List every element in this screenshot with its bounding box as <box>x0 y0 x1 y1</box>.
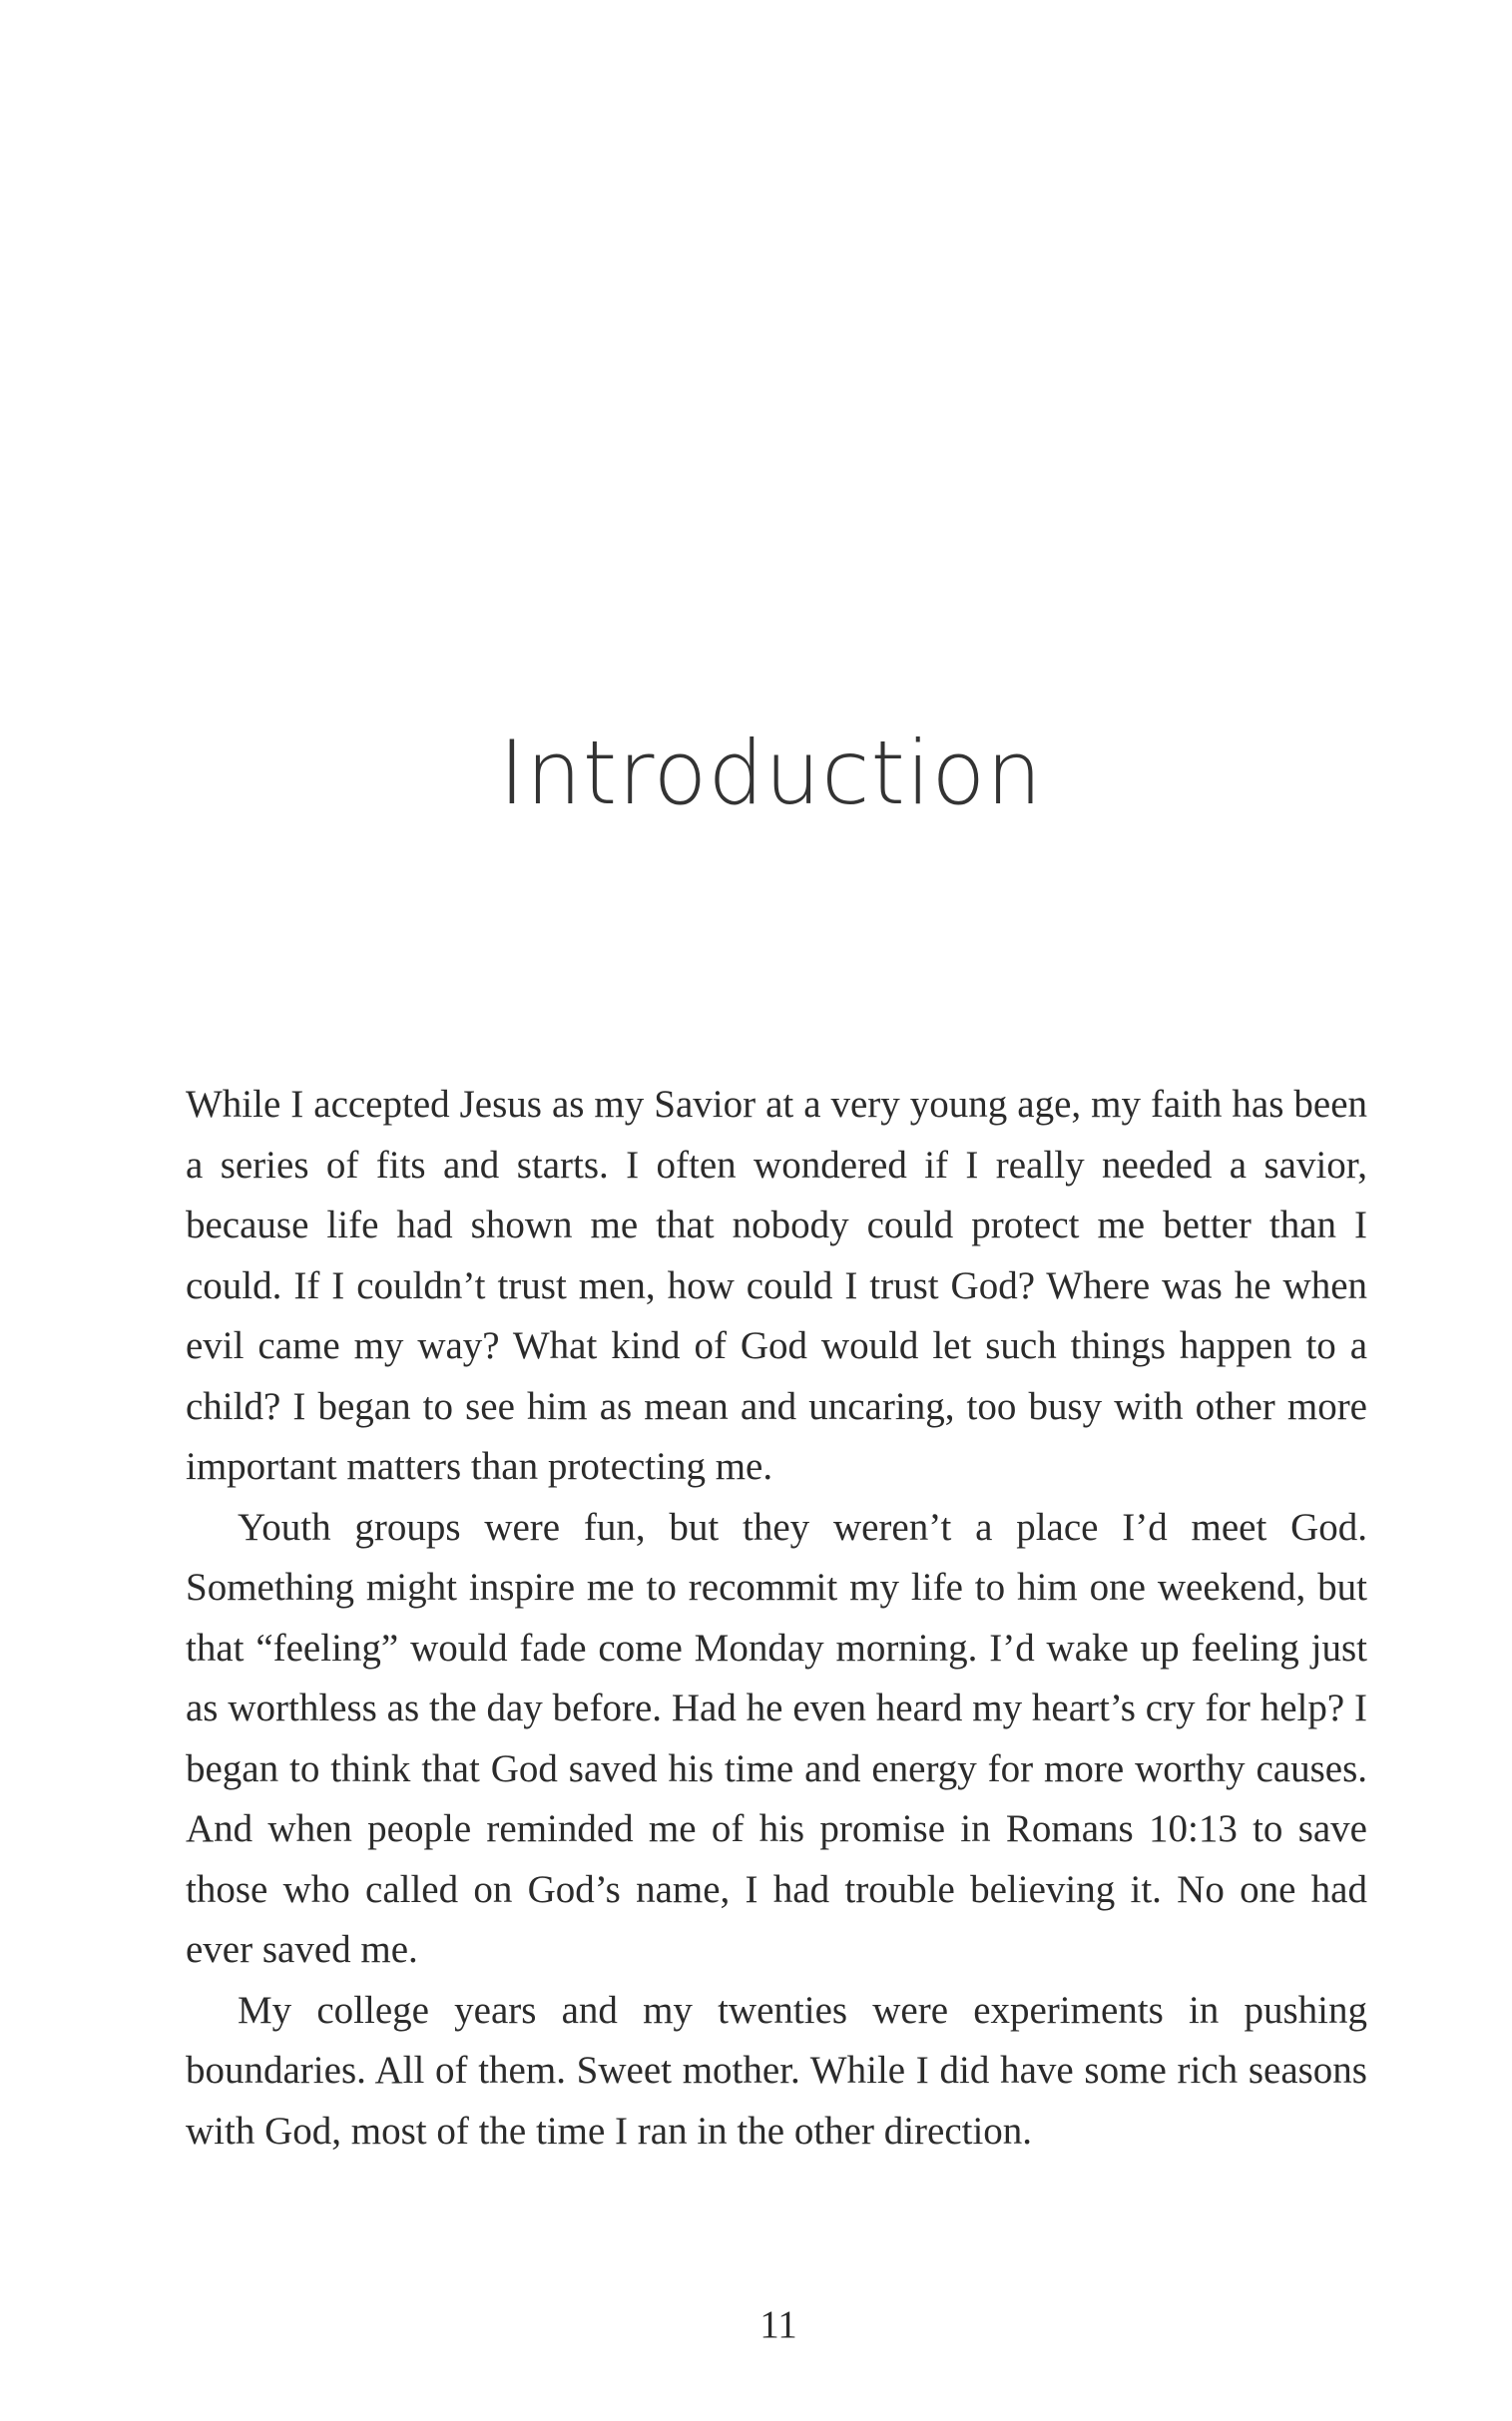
page-number: 11 <box>759 2303 797 2346</box>
paragraph-1: While I accepted Jesus as my Savior at a very young age, my faith has been a series of fits and starts. I often wondered if I really needed a savior, because life had shown me that nobody could protect me better than I could. If I couldn’t trust men, how could I trust God? Where was he when evil came my way? What kind of God would let such things happen to a child? I began to see him as mean and uncaring, too busy with other more important matters than protecting me. <box>186 1083 1367 1488</box>
chapter-title: Introduction <box>499 722 1043 824</box>
paragraph-3: My college years and my twenties were experiments in pushing boundaries. All of them. Sweet mother. While I did have some rich seasons with God, most of the time I ran in the other direction. <box>186 1988 1367 2153</box>
chapter-body <box>186 1075 1367 2162</box>
paragraph-2: Youth groups were fun, but they weren’t a place I’d meet God. Something might inspire me to recommit my life to him one weekend, but that “feeling” would fade come Monday morning. I’d wake up feeling just as worthless as the day before. Had he even heard my heart’s cry for help? I began to think that God saved his time and energy for more worthy causes. And when people reminded me of his promise in Romans 10:13 to save those who called on God’s name, I had trouble believing it. No one had ever saved me. <box>186 1505 1367 1971</box>
